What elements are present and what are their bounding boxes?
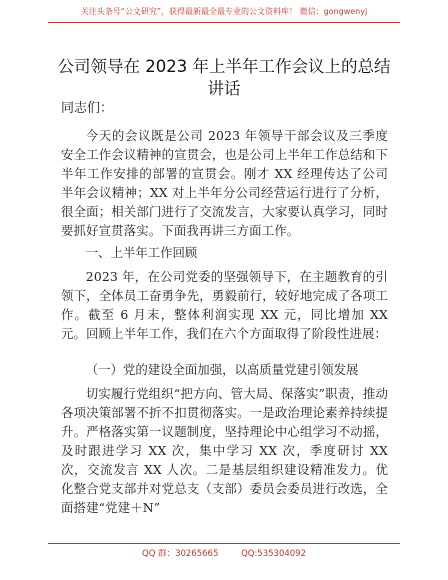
section-heading-1: 一、上半年工作回顾 [85,245,198,260]
header-banner: 关注头条号“公文研究”，获得最新最全最专业的公文资料库！ 微信：gongwenyj [80,7,368,16]
paragraph-review: 2023 年，在公司党委的坚强领导下，在主题教育的引领下，全体员工奋勇争先，勇毅前行，较好地完成了各项工作。截至 6 月末，整体利润实现 XX 元，同比增加 XX 元。回顾上半年工作，我们在六个方面取得了阶段性进展： [61,269,388,341]
paragraph-party-building: 切实履行党组织“把方向、管大局、保落实”职责，推动各项决策部署不折不扣贯彻落实。一是政治理论素养持续提升。严格落实第一议题制度，坚持理论中心组学习不动摇，及时跟进学习 XX 次，集中学习 XX 次，季度研讨 XX 次，交流发言 XX 人次。二是基层组织建设精准发力。优化整合党支部并对党总支（支部）委员会委员进行改选，全面搭建“党建＋N” [61,386,388,515]
salutation: 同志们： [61,101,114,116]
subsection-heading-1: （一）党的建设全面加强，以高质量党建引领发展 [85,362,359,377]
header-divider [48,22,400,23]
footer-qq-group: QQ 群：30265665 [142,549,219,559]
footer-qq: QQ:535304092 [241,549,306,559]
footer [0,548,448,560]
paragraph-intro: 今天的会议既是公司 2023 年领导干部会议及三季度安全工作会议精神的宣贯会，也是公司上半年工作总结和下半年工作安排的部署的宣贯会。刚才 XX 经理传达了公司半年会议精神；XX 对上半年分公司经营运行进行了分析，很全面；相关部门进行了交流发言，大家要认真学习，同时要抓好宣贯落实。下面我再讲三方面工作。 [61,128,388,238]
footer-divider [48,543,400,544]
document-title: 公司领导在 2023 年上半年工作会议上的总结讲话 [57,57,391,98]
